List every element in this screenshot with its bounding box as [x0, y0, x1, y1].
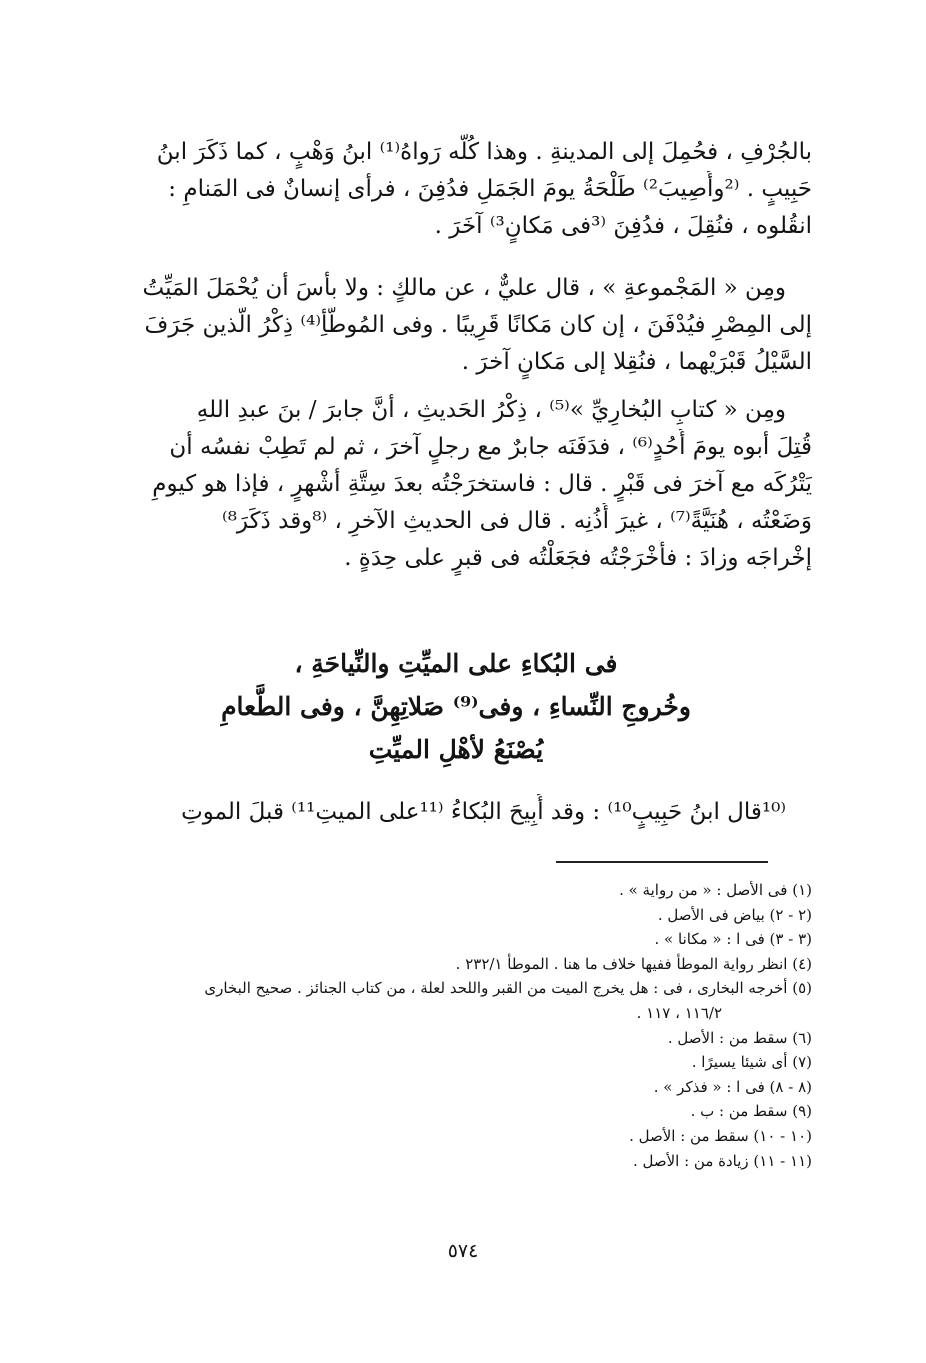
- paragraph-4: [100, 794, 812, 831]
- text-line: يَتْرُكَه مع آخرَ فى قَبْرٍ . قال : فاستخرَجْتُه بعدَ سِتَّةِ أشْهرٍ ، فإذا هو كيومِ: [152, 471, 812, 497]
- footnote-continuation: ١١٦/٢ ، ١١٧ .: [636, 1003, 722, 1022]
- heading-line-3: يُصْنَعُ لأهْلِ الميِّتِ: [368, 735, 544, 764]
- text-line: إلى المِصْرِ فيُدْفَنَ ، إن كان مَكانًا قَرِيبًا . وفى المُوطَّأِ⁽⁴⁾ ذِكْرُ الَّذين جَرَفَ: [144, 312, 812, 338]
- footnote: (٧) أى شيئا يسيرًا .: [691, 1053, 812, 1072]
- paragraph-3: [100, 392, 812, 577]
- text-line: إخْراجَه وزادَ : فأَخْرَجْتُه فجَعَلْتُه فى قبرٍ على حِدَةٍ .: [344, 545, 812, 571]
- heading-line-1: فى البُكاءِ على الميِّتِ والنِّياحَةِ ،: [294, 649, 618, 678]
- footnote: (٣ - ٣) فى ا : « مكانا » .: [654, 930, 812, 949]
- text-line: بالجُرْفِ ، فحُمِلَ إلى المدينةِ . وهذا كُلُّه رَواهُ⁽¹⁾ ابنُ وَهْبٍ ، كما ذَكَرَ ابنُ: [156, 139, 812, 165]
- section-heading: [100, 642, 812, 771]
- footnote: (٦) سقط من : الأصل .: [667, 1028, 812, 1047]
- paragraph-1: [100, 134, 812, 245]
- footnote-separator: [556, 861, 768, 863]
- text-line: السَّيْلُ قَبْرَيْهما ، فنُقِلا إلى مَكانٍ آخرَ .: [461, 349, 812, 375]
- footnote: (٥) أخرجه البخارى ، فى : هل يخرج الميت من القبر واللحد لعلة ، من كتاب الجنائز . صحيح البخارى: [204, 979, 812, 998]
- paragraph-2: [100, 270, 812, 381]
- footnote: (١١ - ١١) زيادة من : الأصل .: [632, 1151, 812, 1170]
- text-line: ومِن « كتابِ البُخارِيِّ »⁽⁵⁾ ، ذِكْرُ الحَديثِ ، أنَّ جابرَ / بنَ عبدِ اللهِ: [196, 397, 786, 423]
- footnotes: [100, 878, 812, 1173]
- text-line: ⁽¹⁰قال ابنُ حَبِيبٍ¹⁰⁾ : وقد أُبِيحَ البُكاءُ ⁽¹¹على الميتِ¹¹⁾ قبلَ الموتِ: [181, 799, 786, 825]
- footnote: (٢ - ٢) بياض فى الأصل .: [657, 905, 812, 924]
- text-line: حَبِيبٍ . ⁽²وأُصِيبَ²⁾ طَلْحَةُ يومَ الجَمَلِ فدُفِنَ ، فرأى إنسانٌ فى المَنامِ :: [168, 176, 812, 202]
- footnote: (٨ - ٨) فى ا : « فذكر » .: [653, 1077, 812, 1096]
- text-line: وَضَعْتُه ، هُنَيَّةً⁽⁷⁾ ، غيرَ أُذُنِه . قال فى الحديثِ الآخرِ ، ⁽⁸وقد ذَكَرَ⁸⁾: [222, 508, 812, 534]
- footnote: (٩) سقط من : ب .: [690, 1102, 812, 1121]
- text-line: قُتِلَ أبوه يومَ أُحُدٍ⁽⁶⁾ ، فدَفَنَه جابرٌ مع رجلٍ آخرَ ، ثم لم تَطِبْ نفسُه أن: [169, 434, 812, 460]
- footnote: (١) فى الأصل : « من رواية » .: [619, 881, 812, 899]
- text-line: ومِن « المَجْموعةِ » ، قال عليٌّ ، عن مالكٍ : ولا بأْسَ أن يُحْمَلَ المَيِّتُ: [142, 275, 786, 301]
- text-line: انقُلوه ، فنُقِلَ ، فدُفِنَ ⁽³فى مَكانٍ³⁾ آخَرَ .: [434, 213, 812, 239]
- footnote: (١٠ - ١٠) سقط من : الأصل .: [629, 1126, 812, 1145]
- heading-line-2: وخُروجِ النِّساءِ ، وفى⁽⁹⁾ صَلاتِهِنَّ ، وفى الطَّعامِ: [221, 692, 691, 721]
- page-number: ٥٧٤: [447, 1240, 479, 1262]
- footnote: (٤) انظر رواية الموطأ ففيها خلاف ما هنا . الموطأ ٢٣٢/١ .: [455, 954, 812, 973]
